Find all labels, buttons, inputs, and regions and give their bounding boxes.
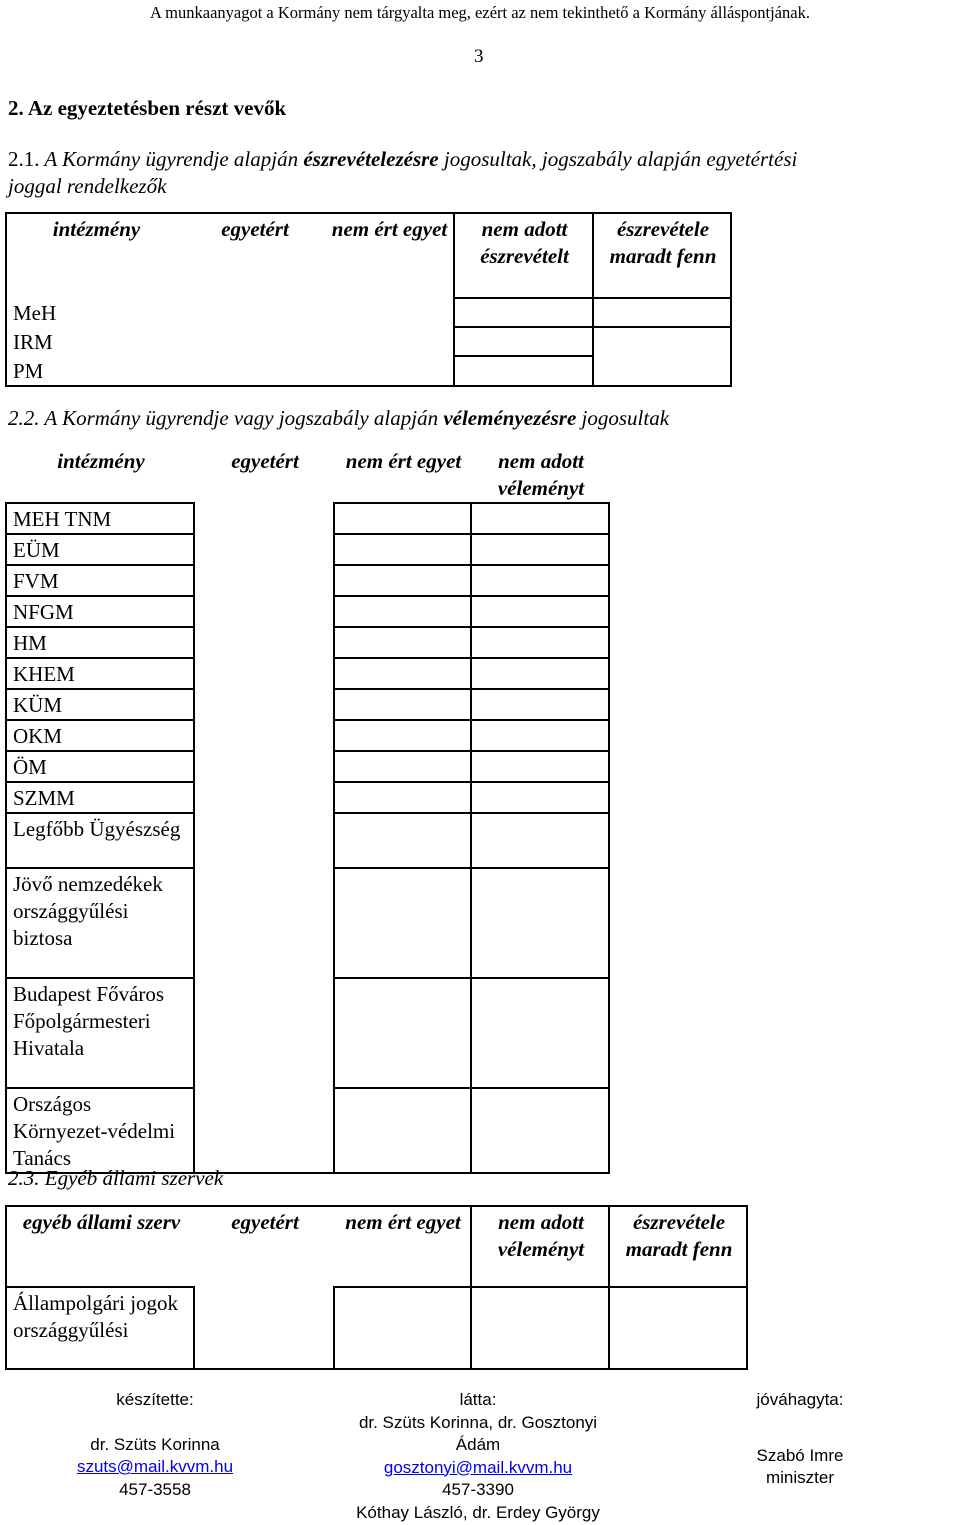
col-header-institution: intézmény [6,213,184,298]
footer-approved [720,1389,880,1490]
prepared-email-link[interactable]: szuts@mail.kvvm.hu [76,1457,234,1476]
section-2-2-text-b: jogosultak [576,406,670,430]
section-2-2-heading [8,406,669,431]
section-2-2-bold: véleményezésre [443,406,577,430]
section-2-1-bold: észrevételezésre [303,147,439,171]
seen-extra: Kóthay László, dr. Erdey György [356,1502,600,1522]
table-row-label: MEH TNM [6,503,194,534]
confidentiality-notice: A munkaanyagot a Kormány nem tárgyalta meg, ezért az nem tekinthető a Kormány álláspontjának. [150,3,810,22]
section-2-1-text-a: A Kormány ügyrendje alapján [39,147,304,171]
table-2-3 [5,1205,748,1370]
table-row-label: FVM [6,565,194,596]
section-2-3-heading: 2.3. Egyéb állami szervek [8,1166,224,1190]
table-row-label: NFGM [6,596,194,627]
seen-names: dr. Szüts Korinna, dr. Gosztonyi Ádám [358,1412,598,1454]
col-header-no-opinion: nem adott véleményt [471,446,609,503]
table-row-label: Országos Környezet-védelmi Tanács [6,1088,194,1173]
col-header-other-body: egyéb állami szerv [6,1206,194,1287]
table-row-label: Legfőbb Ügyészség [6,813,194,868]
col-header-agrees: egyetért [184,213,324,298]
table-row-label: ÖM [6,751,194,782]
table-row-label: IRM [6,327,184,356]
table-row-label: Budapest Főváros Főpolgármesteri Hivatala [6,978,194,1088]
table-row-label: Állampolgári jogok országgyűlési [6,1287,194,1369]
col-header-no-comment: nem adott észrevételt [454,213,593,298]
section-2-1-number: 2.1. [8,147,40,171]
seen-label: látta: [459,1390,497,1409]
table-row-label: MeH [6,298,184,327]
section-2-title: 2. Az egyeztetésben részt vevők [8,96,287,120]
col-header-disagrees: nem ért egyet [334,446,471,503]
footer-prepared [40,1389,270,1501]
col-header-disagrees: nem ért egyet [334,1206,471,1287]
section-2-1-line2: joggal rendelkezők [8,174,167,198]
table-row-label: PM [6,356,184,386]
approved-name: Szabó Imre [756,1445,844,1465]
col-header-agrees: egyetért [194,1206,334,1287]
approved-title: miniszter [765,1468,834,1487]
section-2-1-text-b: jogosultak, jogszabály alapján egyetértési [438,147,798,171]
section-2-1-line1 [8,147,958,172]
prepared-label: készítette: [116,1390,194,1409]
table-row-label: KHEM [6,658,194,689]
seen-email-link[interactable]: gosztonyi@mail.kvvm.hu [383,1457,573,1477]
seen-phone: 457-3390 [442,1480,514,1499]
table-row-label: Jövő nemzedékek országgyűlési biztosa [6,868,194,978]
prepared-phone: 457-3558 [119,1479,191,1499]
approved-label: jóváhagyta: [756,1390,844,1409]
page-number: 3 [474,46,484,67]
table-row-label: HM [6,627,194,658]
footer-seen [338,1389,618,1524]
prepared-name: dr. Szüts Korinna [90,1434,220,1454]
table-row-label: EÜM [6,534,194,565]
col-header-comment-pending: észrevétele maradt fenn [593,213,731,298]
table-row-label: OKM [6,720,194,751]
table-row-label: KÜM [6,689,194,720]
table-row-label: SZMM [6,782,194,813]
section-2-2-text-a: 2.2. A Kormány ügyrendje vagy jogszabály alapján [8,406,444,430]
table-2-1 [5,212,732,387]
col-header-disagrees: nem ért egyet [324,213,454,298]
col-header-agrees: egyetért [231,449,299,473]
table-2-2 [5,446,610,1174]
col-header-no-opinion: nem adott véleményt [471,1206,609,1287]
col-header-institution: intézmény [57,449,145,473]
col-header-comment-pending: észrevétele maradt fenn [609,1206,747,1287]
